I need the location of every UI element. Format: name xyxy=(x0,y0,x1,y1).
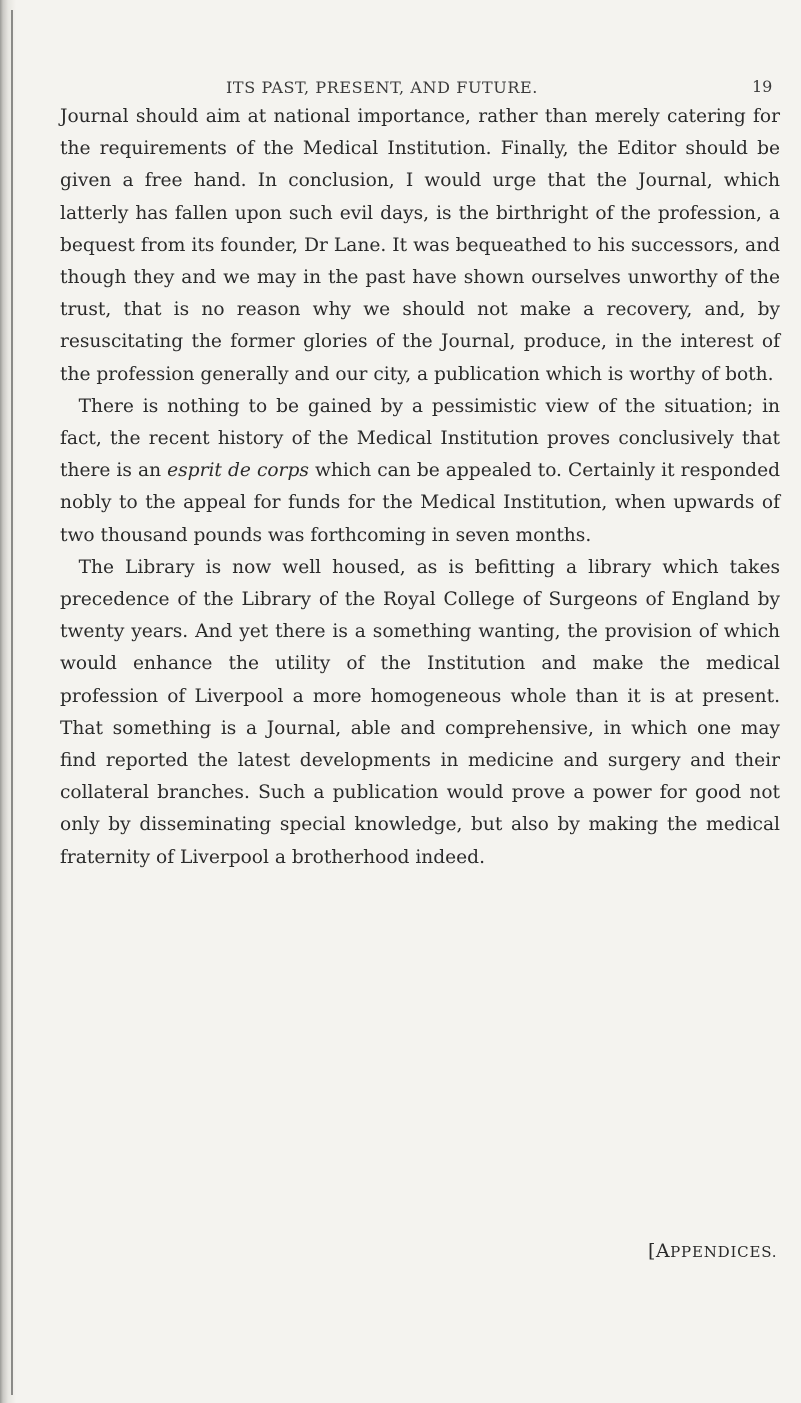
binding-shadow xyxy=(0,0,16,1403)
catchword-initial: A xyxy=(655,1240,671,1262)
page-number: 19 xyxy=(752,77,773,96)
running-title: ITS PAST, PRESENT, AND FUTURE. xyxy=(226,78,538,97)
italic-phrase: esprit de corps xyxy=(167,460,309,482)
paragraph-1: Journal should aim at national importance, rather than merely catering for the requirements of the Medical Institution. Finally, the Editor should be given a free hand. In conclusion, I would urge that the Journal, which latterly has fallen upon such evil days, is the birthright of the profession, a bequest from its founder, Dr Lane. It was bequeathed to his successors, and though they and we may in the past have shown ourselves unworthy of the trust, that is no reason why we should not make a recovery, and, by resuscitating the former glories of the Journal, produce, in the interest of the profession generally and our city, a publication which is worthy of both. xyxy=(60,106,780,385)
catchword-bracket: [ xyxy=(648,1240,656,1262)
paragraph-3 xyxy=(60,552,780,874)
binding-line xyxy=(11,10,13,1395)
paragraph-2-tail: which can be appealed to. Certainly it responded nobly to the appeal for funds for the Medical Institution, when upwards of two thousand pounds was forthcoming in seven months. xyxy=(60,460,780,546)
catchword-rest: PPENDICES. xyxy=(670,1243,778,1261)
body-text xyxy=(60,101,780,874)
paragraph-2 xyxy=(60,391,780,552)
paragraph-3-text: The Library is now well housed, as is befitting a library which takes precedence of the Library of the Royal College of Surgeons of England by twenty years. And yet there is a something wanting, the provision of which would enhance the utility of the Institution and make the medical profession of Liverpool a more homogeneous whole than it is at present. That something is a Journal, able and comprehensive, in which one may find reported the latest developments in medicine and surgery and their collateral branches. Such a publication would prove a power for good not only by disseminating special knowledge, but also by making the medical fraternity of Liverpool a brotherhood indeed. xyxy=(60,556,780,868)
paragraph-2-lead: There is nothing to be gained by a pessimistic view of the situation; in fact, the recent history of the Medical Institution proves conclusively that there is an xyxy=(60,395,780,482)
catchword xyxy=(648,1240,777,1262)
